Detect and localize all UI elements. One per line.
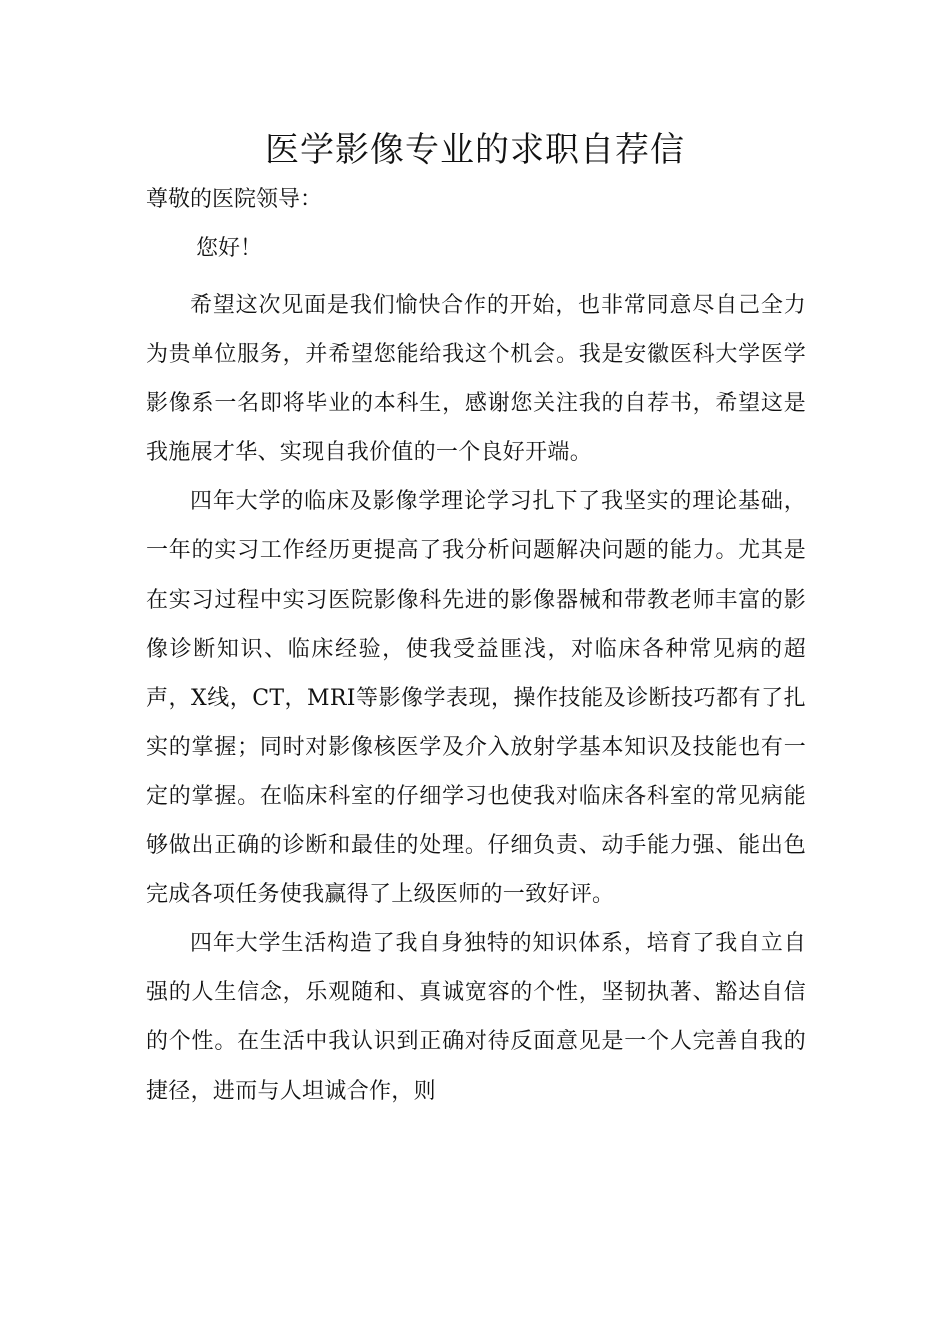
paragraph-education: 四年大学的临床及影像学理论学习扎下了我坚实的理论基础，一年的实习工作经历更提高了我分析问题解决问题的能力。尤其是在实习过程中实习医院影像科先进的影像器械和带教老师丰富的影像诊断知识、临床经验，使我受益匪浅，对临床各种常见病的超声，X线，CT，MRI等影像学表现，操作技能及诊断技巧都有了扎实的掌握；同时对影像核医学及介入放射学基本知识及技能也有一定的掌握。在临床科室的仔细学习也使我对临床各科室的常见病能够做出正确的诊断和最佳的处理。仔细负责、动手能力强、能出色完成各项任务使我赢得了上级医师的一致好评。	[146, 489, 806, 908]
document-title: 医学影像专业的求职自荐信	[265, 130, 685, 170]
greeting: 您好！	[196, 236, 263, 261]
salutation: 尊敬的医院领导：	[146, 187, 323, 212]
paragraph-intro: 希望这次见面是我们愉快合作的开始，也非常同意尽自己全力为贵单位服务，并希望您能给我这个机会。我是安徽医科大学医学影像系一名即将毕业的本科生，感谢您关注我的自荐书，希望这是我施展才华、实现自我价值的一个良好开端。	[146, 293, 806, 466]
letter-body	[146, 281, 806, 1116]
paragraph-character: 四年大学生活构造了我自身独特的知识体系，培育了我自立自强的人生信念，乐观随和、真诚宽容的个性，坚韧执著、豁达自信的个性。在生活中我认识到正确对待反面意见是一个人完善自我的捷径，进而与人坦诚合作，则	[146, 931, 806, 1104]
